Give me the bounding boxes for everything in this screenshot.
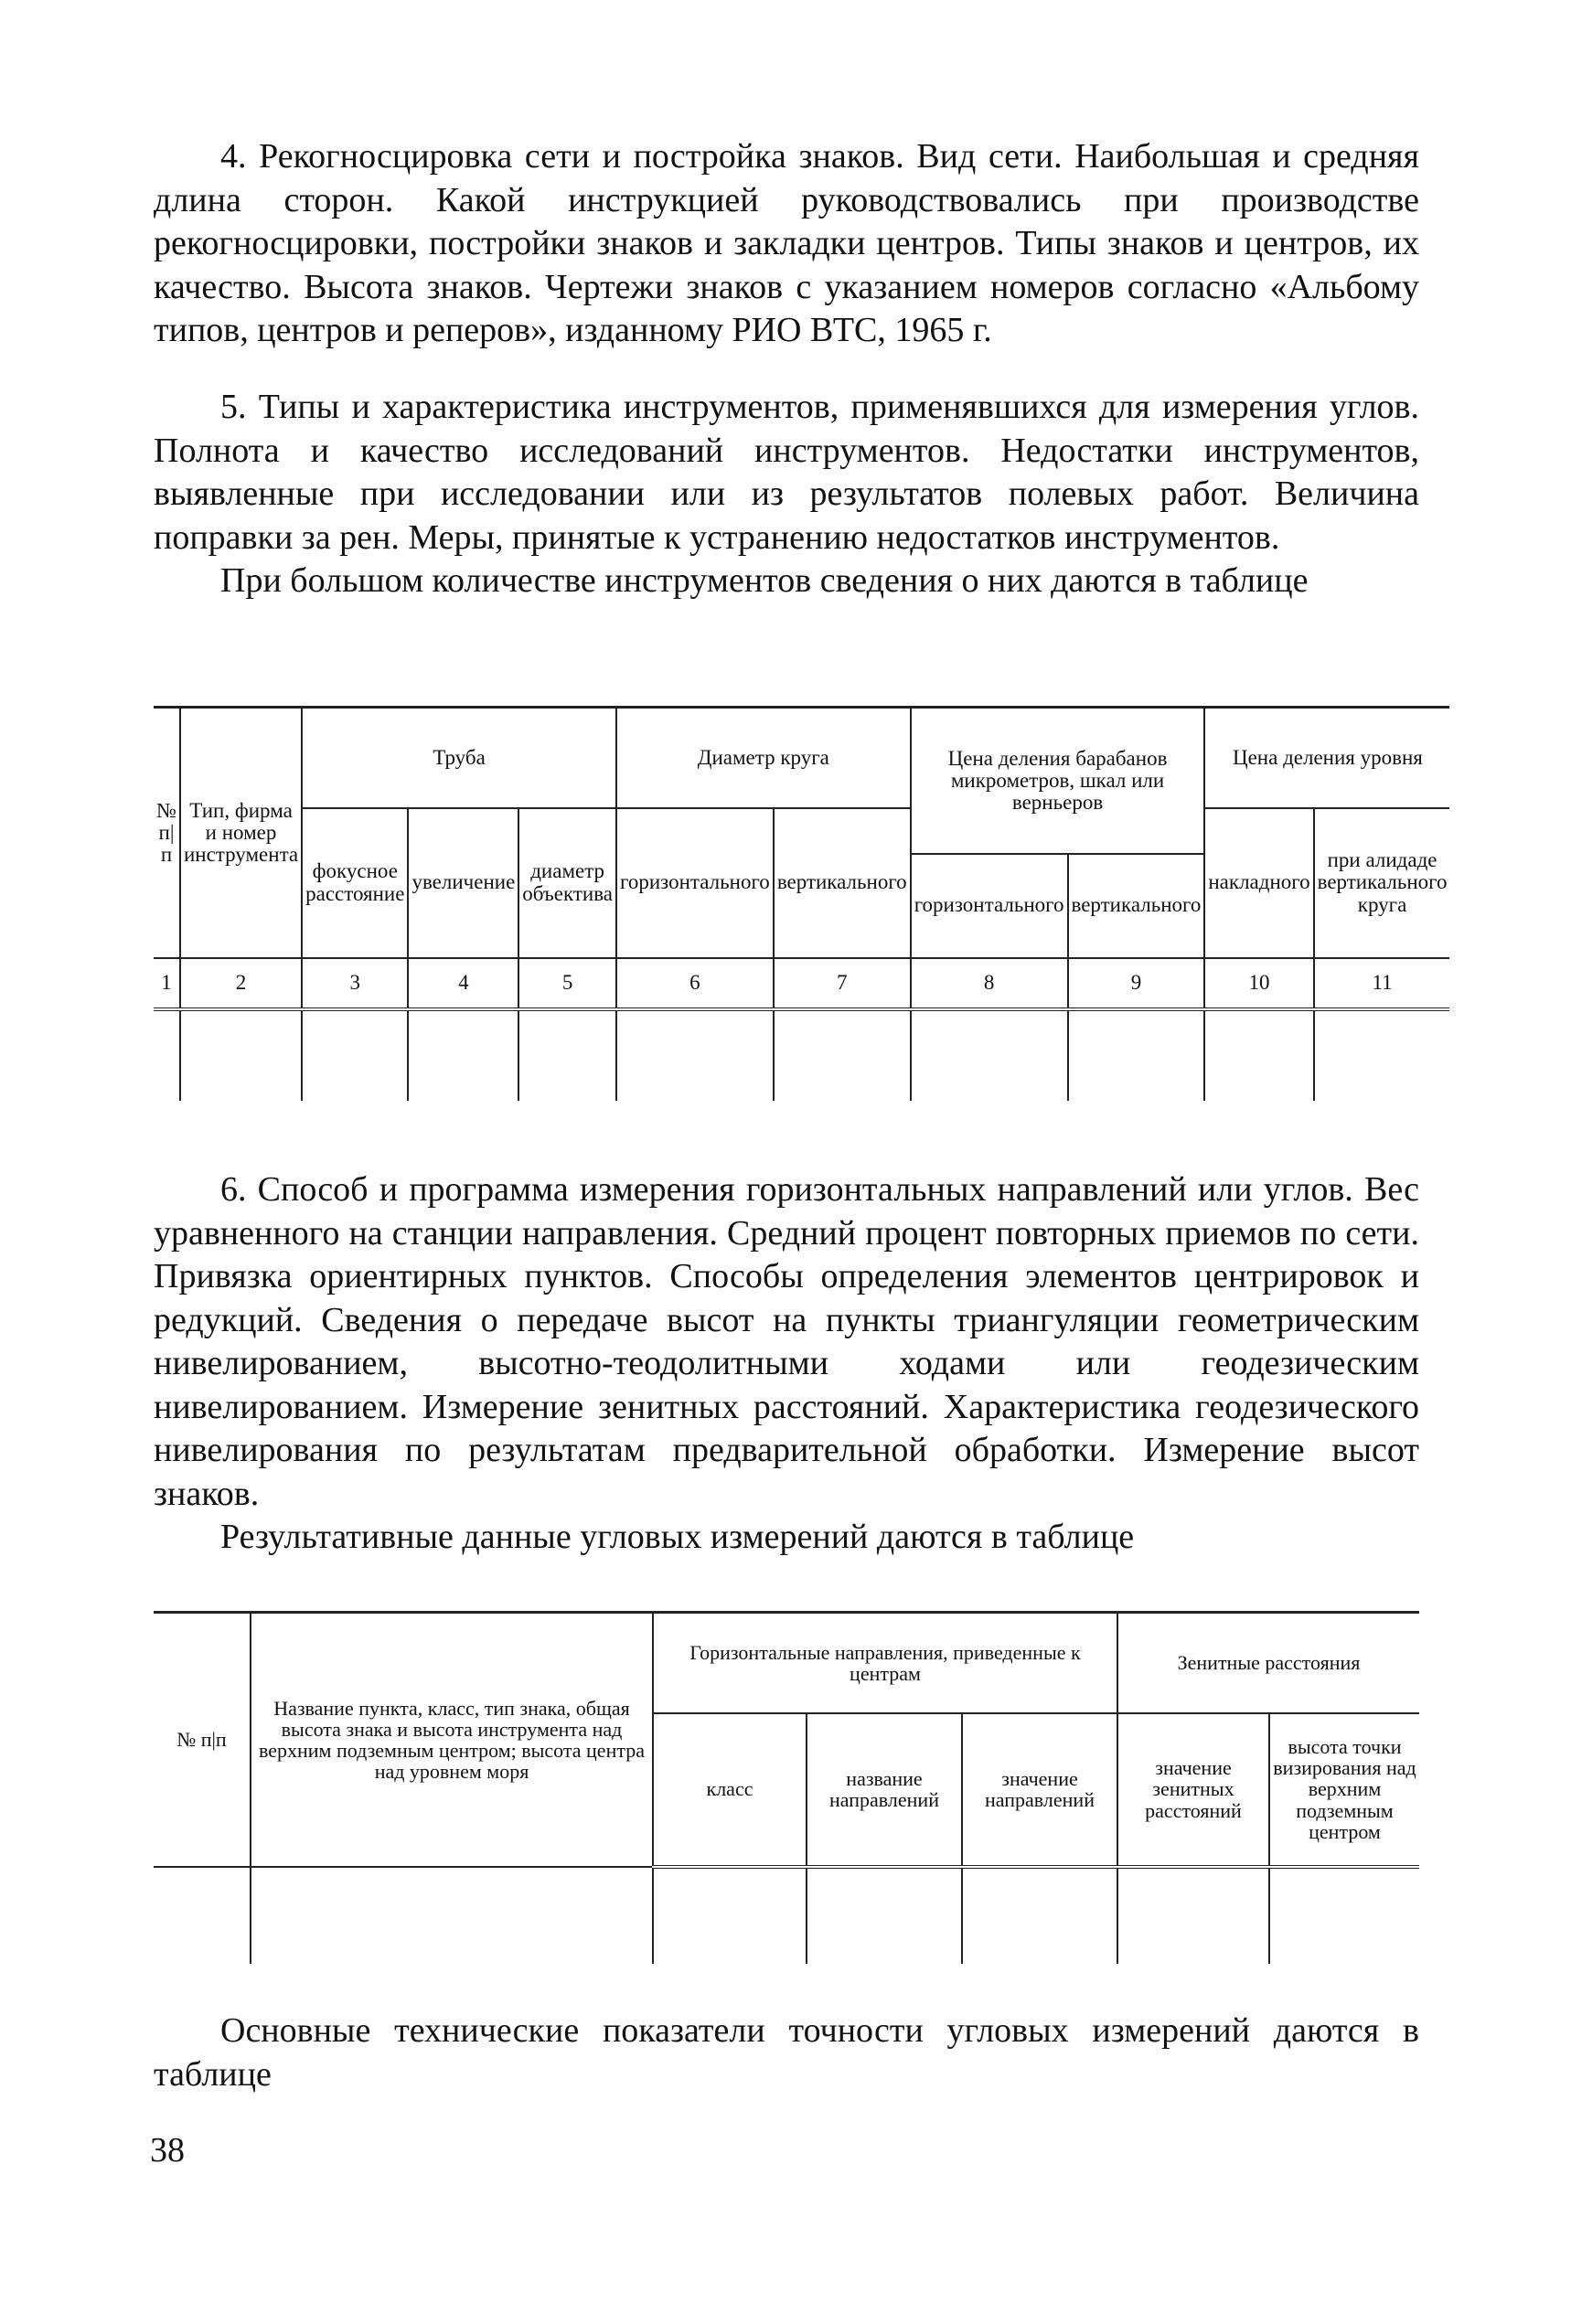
instruments-table bbox=[154, 706, 1449, 1101]
t1-col-num: 9 bbox=[1068, 958, 1205, 1009]
t1-header-level: Цена деления уровня bbox=[1204, 708, 1449, 808]
t2-empty-row bbox=[154, 1867, 1419, 1964]
page-number: 38 bbox=[150, 2131, 185, 2169]
t1-header-circle-v: вертикального bbox=[774, 808, 911, 958]
t1-header-price-h: горизонтального bbox=[911, 854, 1068, 958]
t1-col-num: 3 bbox=[302, 958, 408, 1009]
t2-header-class: класс bbox=[653, 1713, 807, 1867]
t2-header-hor: Горизонтальные направления, приведенные к центрам bbox=[653, 1613, 1117, 1713]
t2-header-dirval: значение направлений bbox=[962, 1713, 1117, 1867]
t1-header-diam: диаметр объектива bbox=[518, 808, 616, 958]
t1-col-num: 4 bbox=[408, 958, 518, 1009]
t1-header-price: Цена деления барабанов микрометров, шкал или верньеров bbox=[911, 708, 1205, 854]
t1-col-num: 10 bbox=[1204, 958, 1313, 1009]
t1-col-num: 8 bbox=[911, 958, 1068, 1009]
t1-header-level-n: накладного bbox=[1204, 808, 1313, 958]
t1-empty-row bbox=[154, 1009, 1449, 1101]
paragraph-6-intro-table: Результативные данные угловых измерений даются в таблице bbox=[220, 1518, 1135, 1556]
t2-header-num: № п|п bbox=[154, 1613, 251, 1867]
t1-header-magn: увеличение bbox=[408, 808, 518, 958]
t1-col-num: 7 bbox=[774, 958, 911, 1009]
t2-header-zenheight: высота точки визирования над верхним подземным центром bbox=[1269, 1713, 1419, 1867]
t2-header-zen: Зенитные расстояния bbox=[1117, 1613, 1419, 1713]
paragraph-5-text: 5. Типы и характеристика инструментов, применявшихся для измерения углов. Полнота и качество исследований инструментов. Недостатки инструментов, выявленные при исследовании или из результатов полевых работ. Величина поправки за рен. Меры, принятые к устранению недостатков инструментов. bbox=[154, 388, 1419, 557]
paragraph-5-intro-table: При большом количестве инструментов сведения о них даются в таблице bbox=[220, 561, 1309, 600]
paragraph-4 bbox=[154, 135, 1419, 353]
t1-col-num: 1 bbox=[154, 958, 180, 1009]
t1-header-level-a: при алидаде вертикального круга bbox=[1314, 808, 1450, 958]
t1-header-type: Тип, фирма и номер инструмента bbox=[180, 708, 302, 958]
paragraph-7 bbox=[154, 2010, 1419, 2096]
paragraph-6 bbox=[154, 1168, 1419, 1560]
angular-results-table bbox=[154, 1611, 1419, 1964]
t1-header-num: № п|п bbox=[154, 708, 180, 958]
t1-header-tube: Труба bbox=[302, 708, 616, 808]
t2-header-dirname: название направлений bbox=[807, 1713, 962, 1867]
t1-col-num: 5 bbox=[518, 958, 616, 1009]
paragraph-5 bbox=[154, 386, 1419, 603]
t1-header-price-v: вертикального bbox=[1068, 854, 1205, 958]
t1-col-num: 6 bbox=[616, 958, 774, 1009]
t2-header-name: Название пункта, класс, тип знака, общая высота знака и высота инструмента над верхним подземным центром; высота центра над уровнем моря bbox=[251, 1613, 653, 1867]
t1-header-circle-h: горизонтального bbox=[616, 808, 774, 958]
paragraph-4-text: 4. Рекогносцировка сети и постройка знаков. Вид сети. Наибольшая и средняя длина сторон. Какой инструкцией руководствовались при производстве рекогносцировки, постройки знаков и закладки центров. Типы знаков и центров, их качество. Высота знаков. Чертежи знаков с указанием номеров согласно «Альбому типов, центров и реперов», изданному РИО ВТС, 1965 г. bbox=[154, 137, 1419, 349]
paragraph-7-text: Основные технические показатели точности угловых измерений даются в таблице bbox=[154, 2011, 1419, 2094]
t1-header-focal: фокусное расстояние bbox=[302, 808, 408, 958]
t1-col-num: 11 bbox=[1314, 958, 1450, 1009]
t1-col-num: 2 bbox=[180, 958, 302, 1009]
t1-header-circle: Диаметр круга bbox=[616, 708, 911, 808]
t2-header-zenval: значение зенитных расстояний bbox=[1117, 1713, 1269, 1867]
paragraph-6-text: 6. Способ и программа измерения горизонтальных направлений или углов. Вес уравненного на станции направления. Средний процент повторных приемов по сети. Привязка ориентирных пунктов. Способы определения элементов центрировок и редукций. Сведения о передаче высот на пункты триангуляции геометрическим нивелированием, высотно-теодолитными ходами или геодезическим нивелированием. Измерение зенитных расстояний. Характеристика геодезического нивелирования по результатам предварительной обработки. Измерение высот знаков. bbox=[154, 1170, 1419, 1513]
